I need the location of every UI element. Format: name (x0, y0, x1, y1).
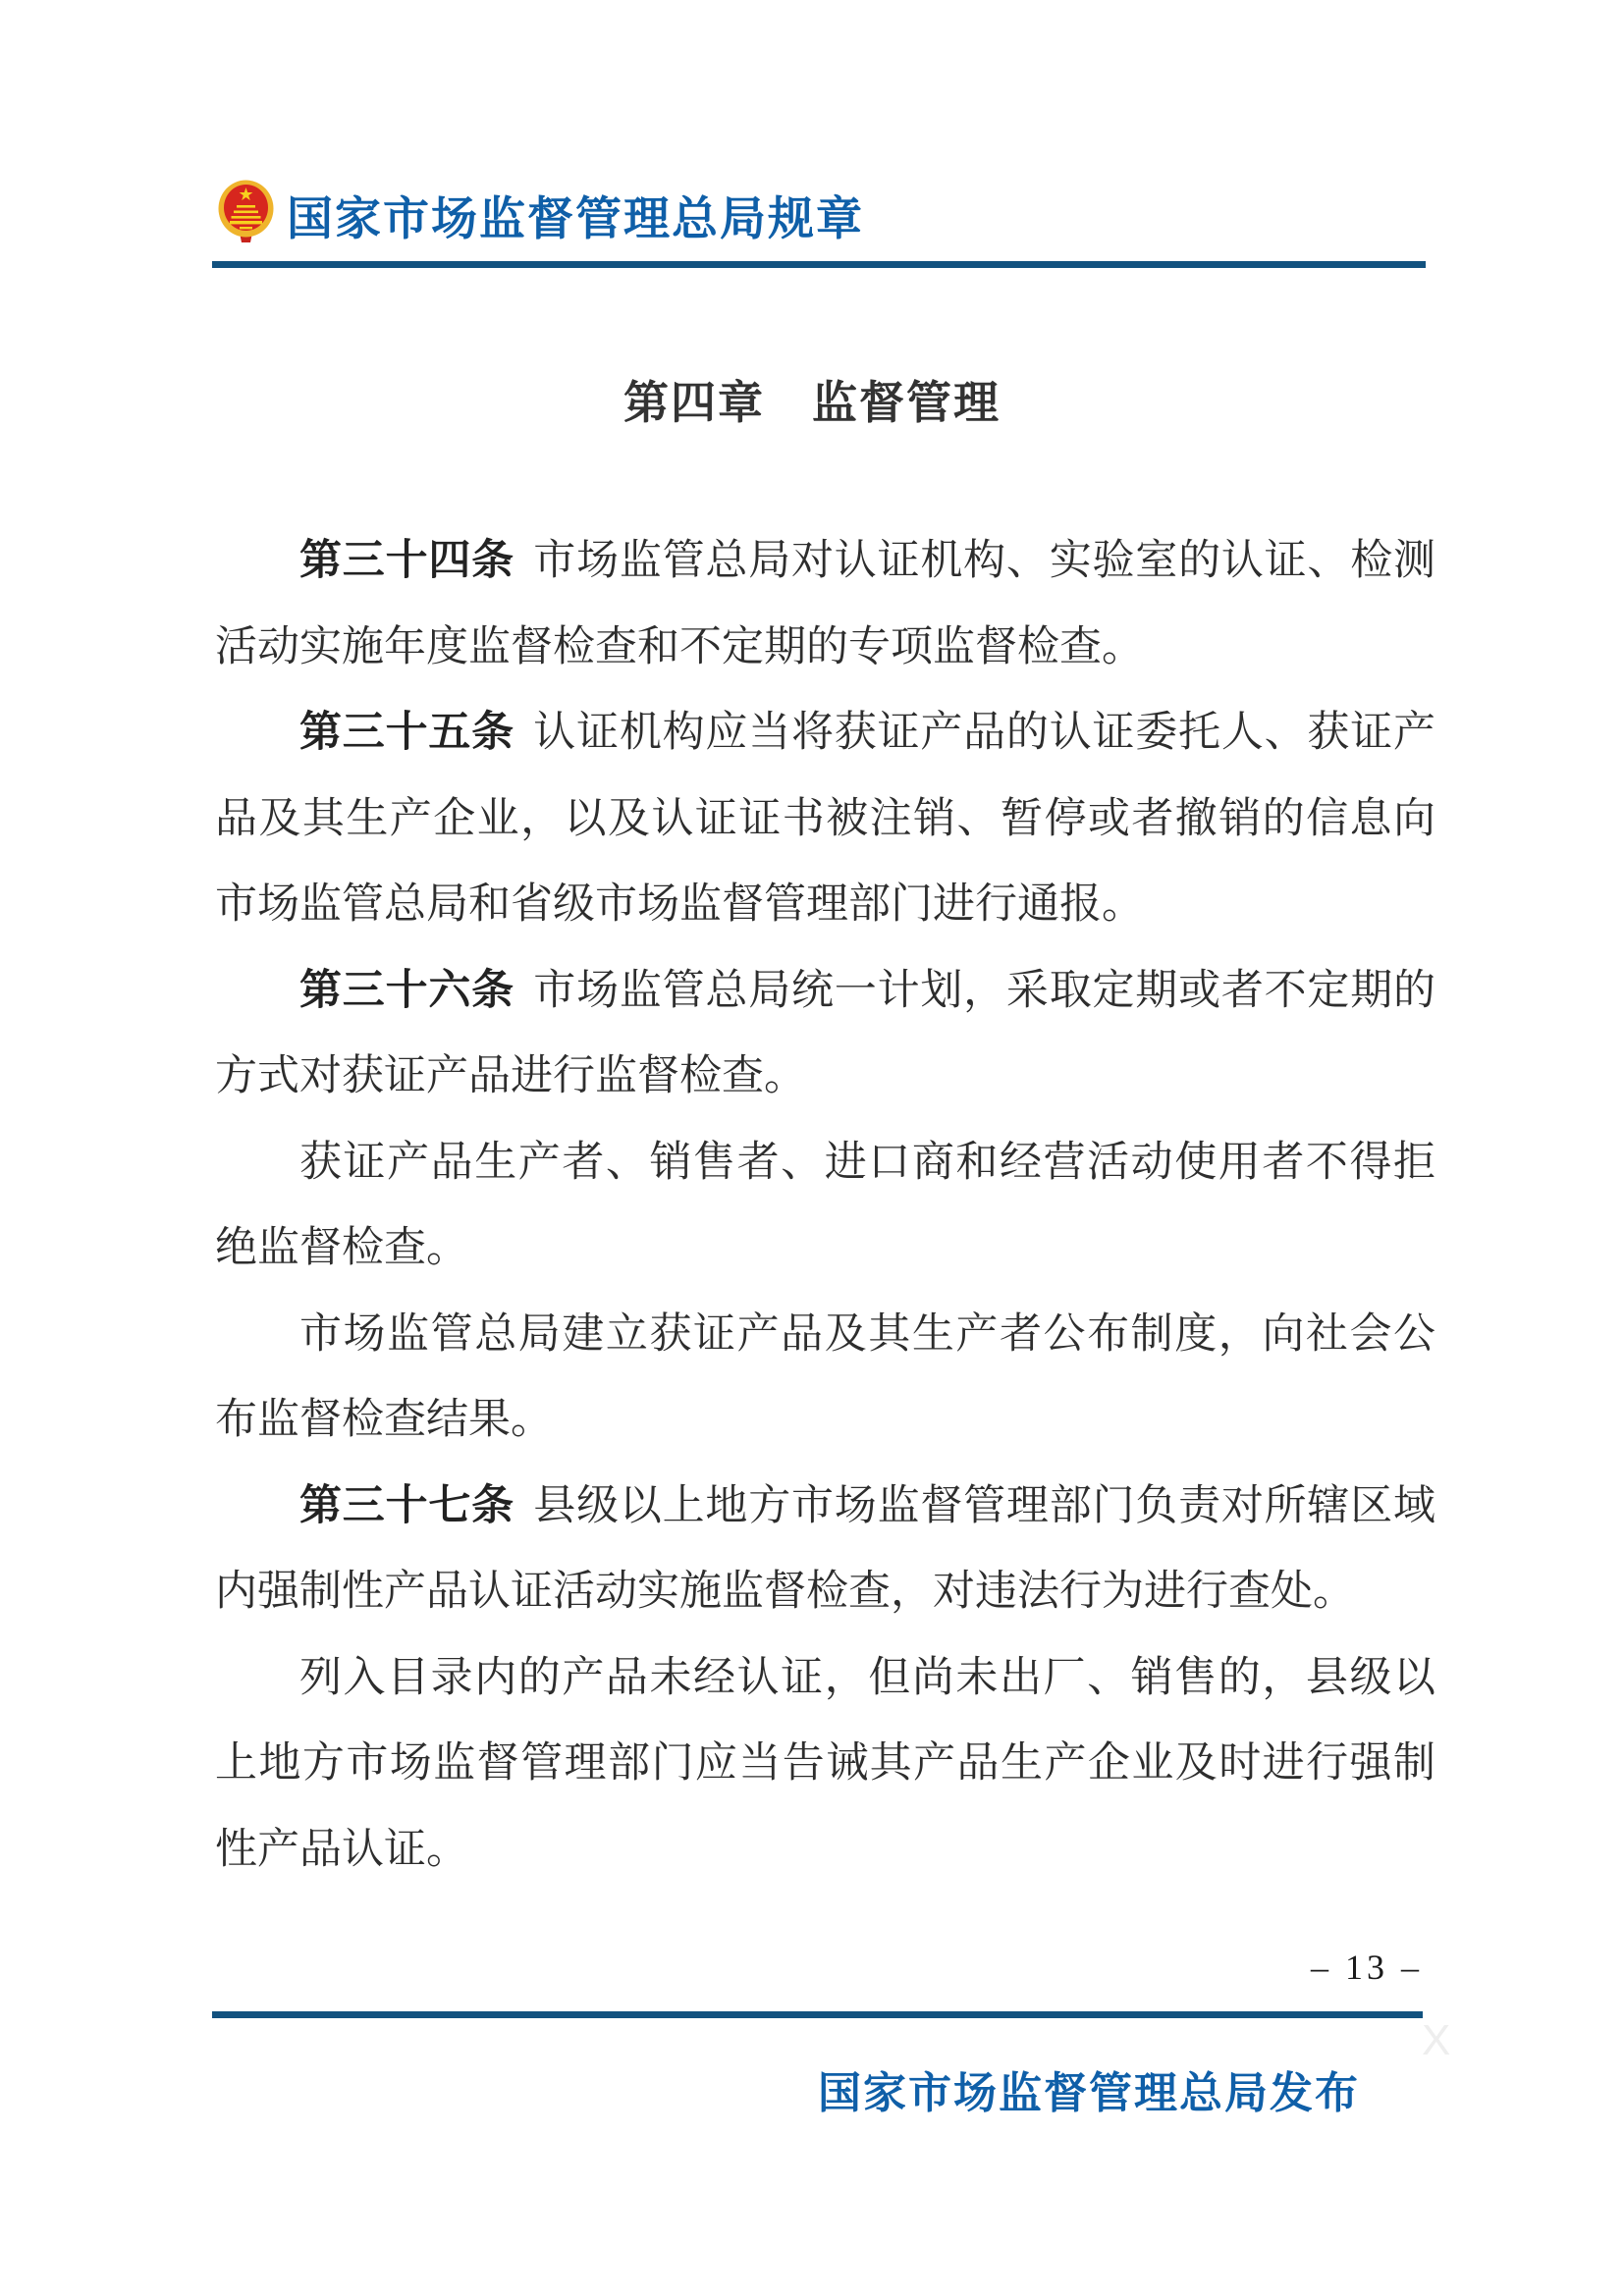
article-text: 列入目录内的产品未经认证，但尚未出厂、销售的，县级以上地方市场监督管理部门应当告诫其产品生产企业及时进行强制性产品认证。 (215, 1654, 1435, 1873)
scan-artifact-x: X (1422, 2016, 1451, 2064)
footer-divider-line (212, 2011, 1423, 2018)
article-text: 获证产品生产者、销售者、进口商和经营活动使用者不得拒绝监督检查。 (215, 1139, 1435, 1271)
article-number: 第三十四条 (299, 537, 514, 584)
chapter-heading: 第四章 监督管理 (623, 377, 1001, 428)
article-paragraph (215, 1292, 1435, 1464)
article-number: 第三十五条 (299, 709, 514, 756)
header-divider-line (212, 261, 1426, 268)
article-number: 第三十七条 (299, 1481, 514, 1529)
article-text: 市场监管总局建立获证产品及其生产者公布制度，向社会公布监督检查结果。 (215, 1310, 1435, 1443)
article-paragraph (215, 690, 1435, 948)
article-text: 认证机构应当将获证产品的认证委托人、获证产品及其生产企业，以及认证证书被注销、暂停或者撤销的信息向市场监管总局和省级市场监督管理部门进行通报。 (215, 710, 1436, 928)
article-paragraph (215, 948, 1435, 1120)
article-body (215, 518, 1435, 1893)
article-paragraph (215, 1120, 1435, 1292)
document-header-title: 国家市场监督管理总局规章 (287, 192, 864, 244)
article-paragraph (215, 518, 1435, 690)
article-paragraph (215, 1464, 1435, 1635)
article-paragraph (215, 1635, 1435, 1894)
article-text: 县级以上地方市场监督管理部门负责对所辖区域内强制性产品认证活动实施监督检查，对违法行为进行查处。 (215, 1482, 1436, 1615)
page-number: – 13 – (1311, 1948, 1423, 1987)
national-emblem-icon (218, 180, 274, 243)
footer-publisher: 国家市场监督管理总局发布 (818, 2069, 1360, 2117)
article-text: 市场监管总局统一计划，采取定期或者不定期的方式对获证产品进行监督检查。 (215, 967, 1436, 1099)
article-text: 市场监管总局对认证机构、实验室的认证、检测活动实施年度监督检查和不定期的专项监督检查。 (215, 538, 1436, 670)
article-number: 第三十六条 (299, 966, 514, 1014)
